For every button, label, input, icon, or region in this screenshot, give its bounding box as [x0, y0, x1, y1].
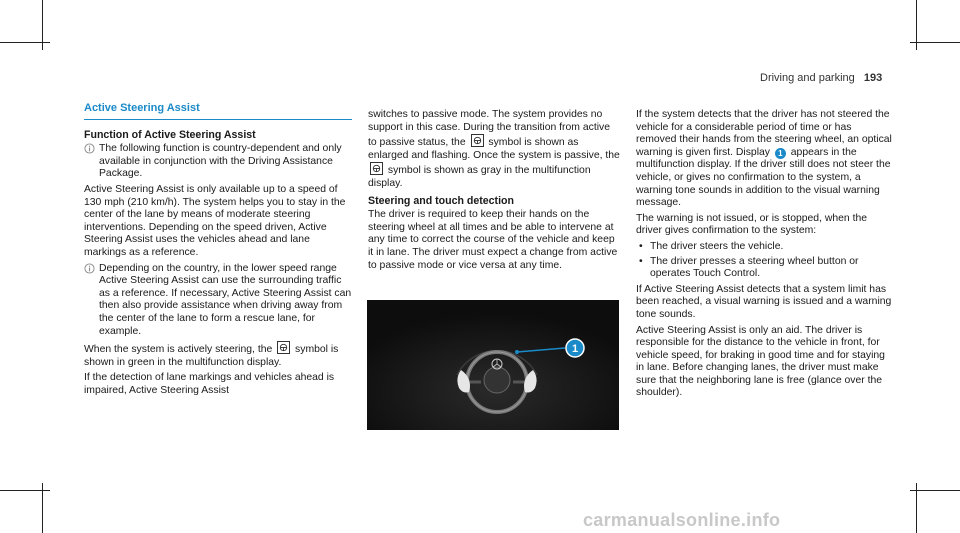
paragraph: Active Steering Assist is only an aid. The driver is responsible for the distance to the vehicle in front, for vehicle speed, for braking in good time and for staying in lane. Before changing lanes, the driver must make sure that the neighboring lane is free (glance over the shoulder).	[636, 324, 885, 399]
info-note-icon	[84, 263, 95, 274]
paragraph: When the system is actively steering, the symbol is shown in green in the multifunction display.	[84, 341, 352, 369]
crop-mark	[910, 490, 960, 491]
column-1	[84, 102, 352, 400]
paragraph: If the system detects that the driver has not steered the vehicle for a considerable period of time or has removed their hands from the steering wheel, an optical warning is given first. Display 1 appears in the multifunction display. If the driver still does not steer the vehicle, or gives no confirmation to the system, a warning tone sounds in addition to the visual warning message.	[636, 109, 892, 209]
info-note-icon	[84, 143, 95, 154]
note	[84, 263, 352, 339]
paragraph: Active Steering Assist is only available up to a speed of 130 mph (210 km/h). The system helps you to stay in the center of the lane by means of moderate steering interventions. Depending on the speed driven, Active Steering Assist uses the vehicles ahead and lane markings as a reference.	[84, 183, 346, 258]
watermark: carmanualsonline.info	[583, 510, 781, 530]
steering-assist-icon	[471, 134, 484, 147]
steering-assist-icon	[370, 162, 383, 175]
paragraph: If Active Steering Assist detects that a system limit has been reached, a visual warning is issued and a warning tone sounds.	[636, 283, 892, 320]
figure-callout-1: 1	[571, 343, 579, 355]
note-text: The following function is country-dependent and only available in conjunction with the Driving Assistance Package.	[99, 143, 342, 180]
paragraph: The driver is required to keep their hands on the steering wheel at all times and be able to intervene at any time to correct the course of the vehicle and keep it in lane. The driver must expect a change from active to passive mode or vice versa at any time.	[368, 209, 618, 271]
callout-badge: 1	[775, 148, 786, 159]
section-heading: Active Steering Assist	[84, 102, 352, 120]
note	[84, 143, 352, 181]
hands-on-wheel-illustration	[367, 300, 619, 430]
page-number: 193	[863, 72, 883, 84]
section-title: Driving and parking	[760, 72, 855, 84]
bullet-list	[636, 241, 894, 281]
paragraph: If the detection of lane markings and vehicles ahead is impaired, Active Steering Assist	[84, 372, 335, 396]
column-3	[636, 109, 894, 403]
paragraph: The warning is not issued, or is stopped, when the driver gives confirmation to the system:	[636, 212, 868, 237]
list-item: • The driver steers the vehicle.	[636, 241, 894, 254]
column-2	[368, 109, 621, 275]
subsection-heading: Steering and touch detection	[368, 194, 514, 207]
paragraph: switches to passive mode. The system provides no support in this case. During the transition from active to passive status, the symbol is shown as enlarged and flashing. Once the system is passive, the symbol is shown as gray in the multifunction display.	[368, 109, 620, 189]
note-text: Depending on the country, in the lower speed range Active Steering Assist can use the surrounding traffic as a reference. If necessary, Active Steering Assist can then also provide assistance when driving away from the center of the lane to form a rescue lane, for example.	[99, 262, 352, 337]
steering-wheel-figure	[367, 300, 619, 430]
crop-mark	[0, 490, 50, 491]
steering-assist-icon	[277, 341, 290, 354]
crop-mark	[0, 42, 50, 43]
page-header	[760, 72, 882, 84]
list-item: • The driver presses a steering wheel button or operates Touch Control.	[636, 256, 894, 281]
crop-mark	[910, 42, 960, 43]
subsection-heading: Function of Active Steering Assist	[84, 128, 256, 141]
